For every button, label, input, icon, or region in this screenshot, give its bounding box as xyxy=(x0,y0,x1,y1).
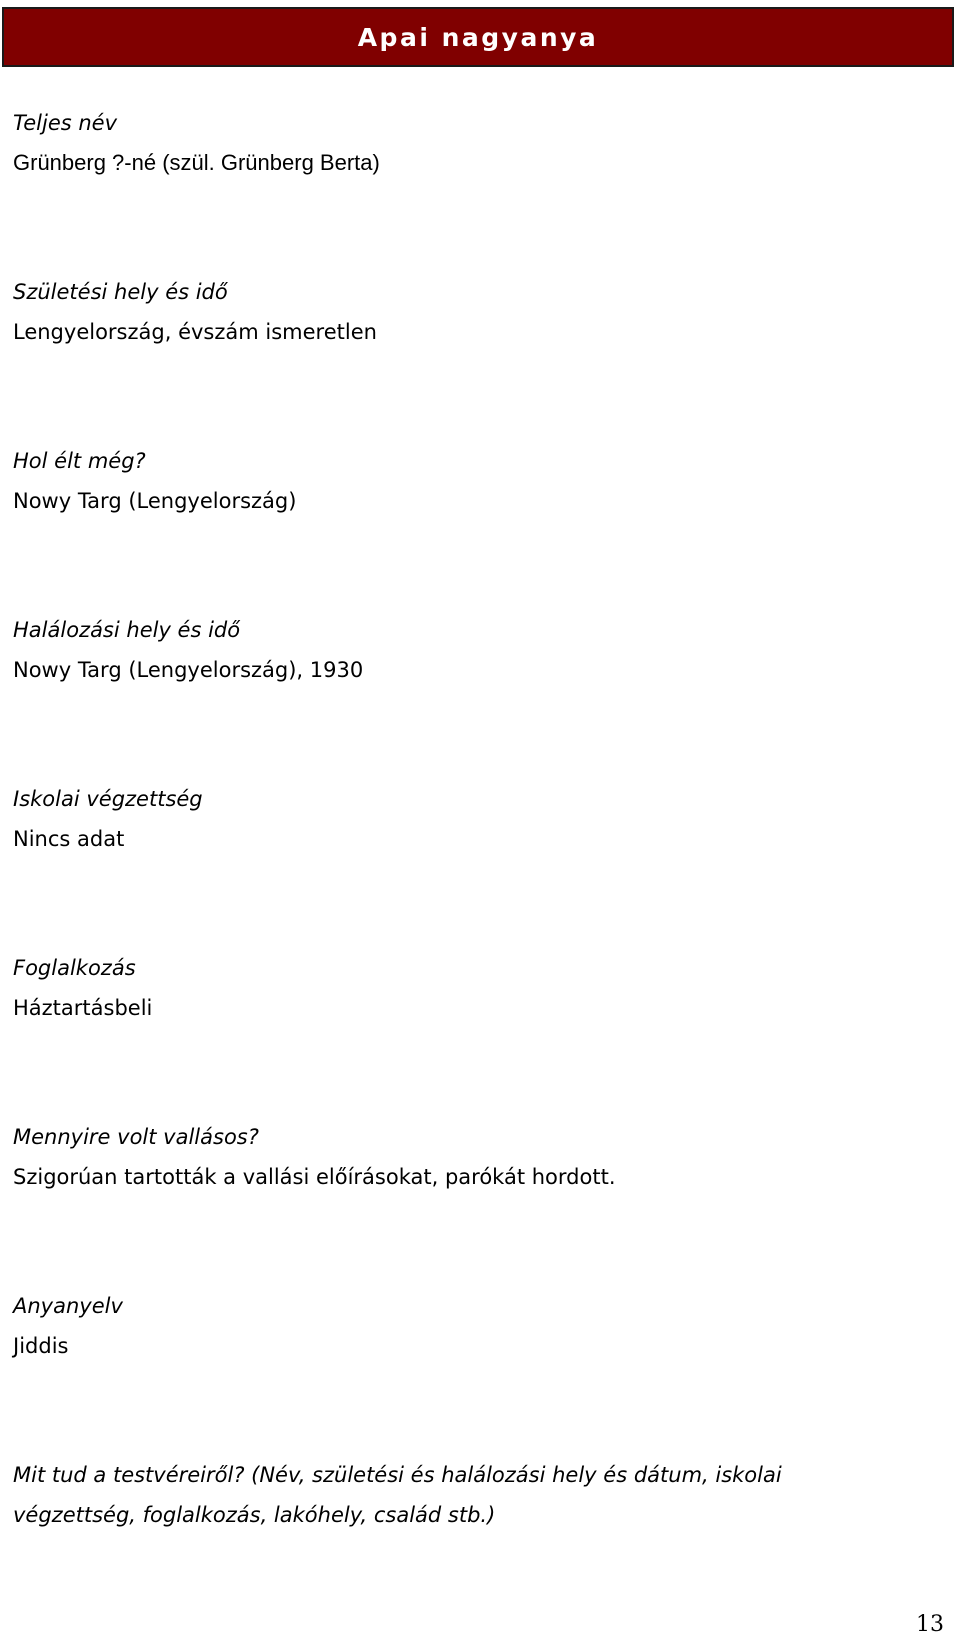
field-value: Grünberg ?-né (szül. Grünberg Berta) xyxy=(13,150,380,175)
field-religiousness xyxy=(13,1117,943,1197)
field-label: Halálozási hely és idő xyxy=(13,618,241,642)
section-title: Apai nagyanya xyxy=(357,22,599,52)
field-value: Lengyelország, évszám ismeretlen xyxy=(13,320,377,344)
siblings-question-line-2: végzettség, foglalkozás, lakóhely, család stb.) xyxy=(13,1503,496,1527)
field-death-place-date xyxy=(13,610,943,690)
field-label: Anyanyelv xyxy=(13,1294,123,1318)
field-siblings-question xyxy=(13,1455,943,1535)
field-label: Mennyire volt vallásos? xyxy=(13,1125,259,1149)
field-value: Nincs adat xyxy=(13,827,125,851)
field-label: Teljes név xyxy=(13,111,118,135)
field-education xyxy=(13,779,943,859)
siblings-question-line-1: Mit tud a testvéreiről? (Név, születési és halálozási hely és dátum, iskolai xyxy=(13,1463,782,1487)
field-label: Iskolai végzettség xyxy=(13,787,203,811)
field-mother-tongue xyxy=(13,1286,943,1366)
field-value: Szigorúan tartották a vallási előírásokat, parókát hordott. xyxy=(13,1165,616,1189)
field-other-residence xyxy=(13,441,943,521)
page-number: 13 xyxy=(916,1612,944,1637)
field-value: Jiddis xyxy=(13,1334,69,1358)
field-label: Foglalkozás xyxy=(13,956,136,980)
field-value: Nowy Targ (Lengyelország), 1930 xyxy=(13,658,364,682)
field-label: Hol élt még? xyxy=(13,449,146,473)
section-header xyxy=(2,7,954,67)
field-full-name xyxy=(13,103,943,183)
field-value: Nowy Targ (Lengyelország) xyxy=(13,489,297,513)
field-birth-place-date xyxy=(13,272,943,352)
field-occupation xyxy=(13,948,943,1028)
field-label: Születési hely és idő xyxy=(13,280,228,304)
field-value: Háztartásbeli xyxy=(13,996,153,1020)
